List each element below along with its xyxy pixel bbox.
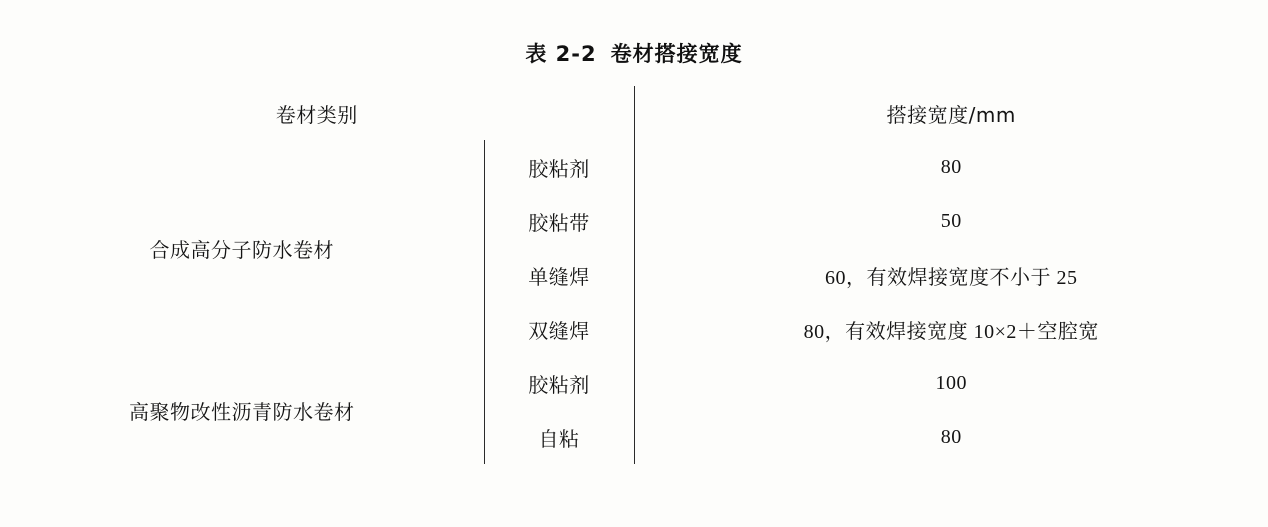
table-title-text: 卷材搭接宽度: [610, 42, 743, 66]
header-width: 搭接宽度/mm: [634, 86, 1268, 140]
header-category: 卷材类别: [275, 102, 358, 127]
method-cell: 自粘: [484, 410, 634, 464]
method-cell: 单缝焊: [484, 248, 634, 302]
category-cell-synthetic-polymer: 合成高分子防水卷材: [149, 237, 334, 262]
width-cell: 80: [940, 155, 962, 178]
width-cell: 60，有效焊接宽度不小于 25: [825, 266, 1078, 289]
width-cell: 100: [935, 371, 967, 394]
table-number: 表 2-2: [525, 42, 597, 66]
width-cell: 80: [940, 425, 962, 448]
table-row: [0, 356, 1268, 410]
method-cell: 胶粘带: [484, 194, 634, 248]
table-row: [0, 140, 1268, 194]
table-caption: [0, 0, 1268, 86]
method-cell: 胶粘剂: [484, 356, 634, 410]
table-header-row: [0, 86, 1268, 140]
category-cell-modified-bitumen: 高聚物改性沥青防水卷材: [129, 399, 355, 424]
method-cell: 双缝焊: [484, 302, 634, 356]
method-cell: 胶粘剂: [484, 140, 634, 194]
overlap-width-table: [0, 86, 1268, 464]
width-cell: 50: [940, 209, 962, 232]
width-cell: 80，有效焊接宽度 10×2＋空腔宽: [803, 320, 1099, 343]
